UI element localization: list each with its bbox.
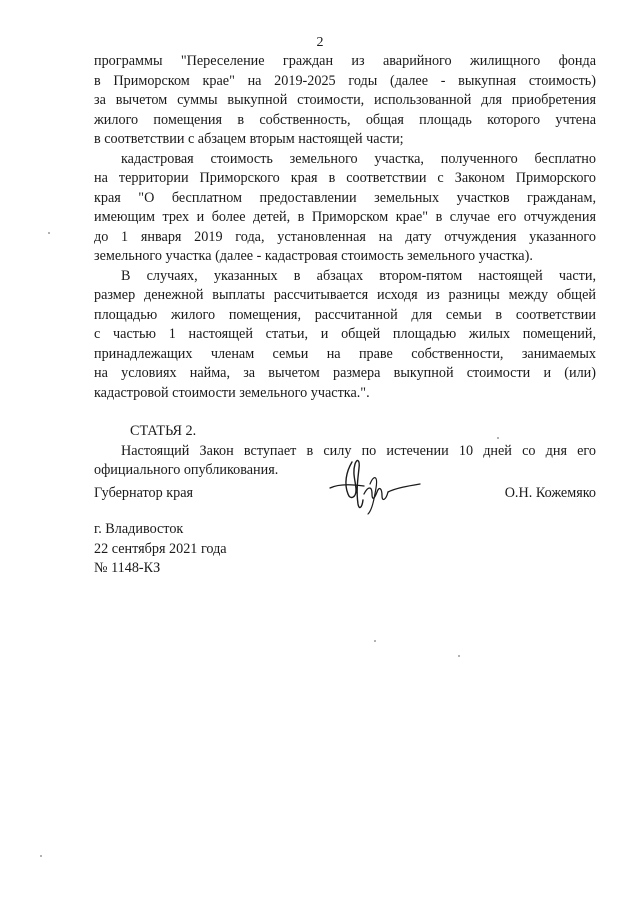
scan-speck <box>497 437 499 439</box>
text-line: жилого помещения в собственность, общая площадь которого учтена <box>94 111 596 128</box>
scan-speck <box>374 640 376 642</box>
text-line: Настоящий Закон вступает в силу по истечении 10 дней со дня его <box>121 442 596 459</box>
document-body <box>94 52 596 481</box>
text-line: размер денежной выплаты рассчитывается исходя из разницы между общей <box>94 287 596 303</box>
handwritten-signature <box>322 454 422 516</box>
text-line: площадью жилого помещения, рассчитанной для семьи в соответствии <box>94 306 596 323</box>
text-line: В случаях, указанных в абзацах втором-пятом настоящей части, <box>121 267 596 284</box>
text-line: на условиях найма, за вычетом размера выкупной стоимости и (или) <box>94 365 596 381</box>
scan-speck <box>48 232 50 234</box>
text-line: земельного участка (далее - кадастровая стоимость земельного участка). <box>94 248 533 264</box>
text-line: в Приморском крае" на 2019-2025 годы (далее - выкупная стоимость) <box>94 72 596 89</box>
place-of-signing: г. Владивосток <box>94 521 184 537</box>
signature-block <box>94 484 596 524</box>
text-line: до 1 января 2019 года, установленная на дату отчуждения указанного <box>94 228 596 245</box>
text-line: имеющим трех и более детей, в Приморском крае" в случае его отчуждения <box>94 209 596 225</box>
paragraph-continuation <box>94 52 596 150</box>
article-title: СТАТЬЯ 2. <box>130 423 197 439</box>
scan-speck <box>458 655 460 657</box>
text-line: кадастровая стоимость земельного участка, полученного бесплатно <box>121 150 596 167</box>
text-line: с частью 1 настоящей статьи, и общей площадью жилых помещений, <box>94 326 596 342</box>
scan-speck <box>40 855 42 857</box>
law-number: № 1148-КЗ <box>94 560 161 576</box>
text-line: программы "Переселение граждан из аварийного жилищного фонда <box>94 53 596 69</box>
text-line: на территории Приморского края в соответствии с Законом Приморского <box>94 170 596 186</box>
text-line: принадлежащих членам семьи на праве собственности, занимаемых <box>94 345 596 362</box>
text-line: в соответствии с абзацем вторым настоящей части; <box>94 131 404 147</box>
paragraph-cadastral-value <box>94 150 596 267</box>
paragraph-payment-calculation <box>94 267 596 404</box>
text-line: за вычетом суммы выкупной стоимости, использованной для приобретения <box>94 92 596 108</box>
signing-date: 22 сентября 2021 года <box>94 540 227 557</box>
text-line: официального опубликования. <box>94 462 279 478</box>
page-number: 2 <box>316 35 324 50</box>
text-line: кадастровой стоимости земельного участка.". <box>94 384 370 401</box>
signatory-position: Губернатор края <box>94 485 194 501</box>
text-line: края "О бесплатном предоставлении земельных участков гражданам, <box>94 189 596 206</box>
signatory-name: О.Н. Кожемяко <box>504 485 596 501</box>
document-footer <box>94 520 227 579</box>
